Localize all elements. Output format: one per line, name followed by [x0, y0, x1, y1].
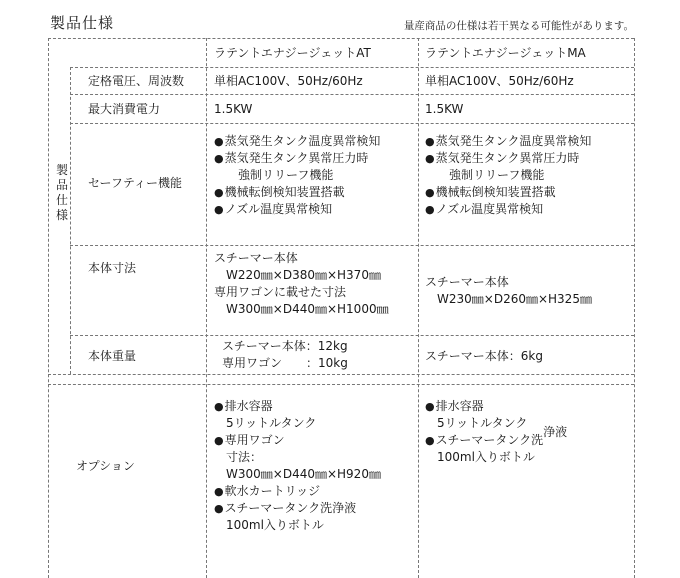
list-item: W300㎜×D440㎜×H1000㎜: [226, 302, 389, 316]
list-item: 専用ワゴン ：10kg: [222, 356, 348, 370]
list-item: ● スチーマータンク洗浄液: [214, 500, 381, 517]
label-weight: 本体重量: [88, 349, 137, 363]
list-item: スチーマー本体: [214, 251, 298, 265]
label-voltage: 定格電圧、周波数: [88, 74, 185, 88]
list-item: ● 排水容器: [214, 398, 381, 415]
group-label-product-spec: 製 品 仕 様: [55, 163, 68, 222]
value-voltage-ma: 単相AC100V、50Hz/60Hz: [425, 74, 574, 88]
disclaimer-note: 量産商品の仕様は若干異なる可能性があります。: [403, 20, 634, 32]
value-size-at: [214, 250, 389, 318]
rule-size: [70, 335, 634, 336]
list-item: ● 専用ワゴン: [214, 432, 381, 449]
rule-power: [70, 123, 634, 124]
list-item: ● 排水容器: [425, 398, 567, 415]
label-power: 最大消費電力: [88, 102, 161, 116]
list-item: 100ml入りボトル: [226, 518, 324, 532]
list-item: W300㎜×D440㎜×H920㎜: [226, 467, 381, 481]
value-power-at: 1.5KW: [214, 102, 253, 116]
list-item-text: スチーマータンク洗: [435, 433, 544, 447]
list-item: W220㎜×D380㎜×H370㎜: [226, 268, 381, 282]
value-power-ma: 1.5KW: [425, 102, 464, 116]
list-item: 5リットルタンク: [437, 416, 528, 430]
list-item: ● 蒸気発生タンク異常圧力時: [425, 150, 591, 167]
list-item: 強制リリーフ機能: [449, 168, 545, 182]
list-item: 100ml入りボトル: [437, 450, 535, 464]
value-options-at: [214, 398, 381, 534]
rule-safety: [70, 245, 634, 246]
list-item: 寸法：: [226, 450, 263, 464]
rule-voltage: [70, 94, 634, 95]
rule-top: [48, 38, 634, 39]
list-item: ● 機械転倒検知装置搭載: [214, 184, 380, 201]
list-item: ● ノズル温度異常検知: [425, 201, 591, 218]
list-item: ● 蒸気発生タンク異常圧力時: [214, 150, 380, 167]
rule-right: [634, 38, 635, 578]
value-options-ma: [425, 398, 567, 466]
rule-col1: [206, 38, 207, 578]
label-safety: セーフティー機能: [88, 176, 182, 190]
list-item: 強制リリーフ機能: [238, 168, 334, 182]
value-safety-ma: [425, 133, 591, 218]
list-item: ● 軟水カートリッジ: [214, 483, 381, 500]
list-item: ● 蒸気発生タンク温度異常検知: [425, 133, 591, 150]
list-item: W230㎜×D260㎜×H325㎜: [437, 292, 592, 306]
rule-weight: [48, 374, 634, 375]
rule-options-top: [48, 384, 634, 385]
list-item: スチーマー本体: [425, 275, 509, 289]
list-item: 5リットルタンク: [226, 416, 317, 430]
list-item-text: 浄液: [543, 425, 568, 439]
rule-group: [70, 67, 71, 374]
rule-header: [70, 67, 634, 68]
value-weight-ma: スチーマー本体：6kg: [425, 349, 543, 363]
list-item: [425, 425, 568, 449]
value-size-ma: [425, 274, 592, 308]
value-safety-at: [214, 133, 380, 218]
list-item: ● ノズル温度異常検知: [214, 201, 380, 218]
value-weight-at: [222, 338, 348, 372]
spec-table: [48, 38, 634, 578]
header-at: ラテントエナジージェットAT: [214, 46, 371, 60]
rule-left: [48, 38, 49, 578]
value-voltage-at: 単相AC100V、50Hz/60Hz: [214, 74, 363, 88]
rule-col2: [418, 38, 419, 578]
list-item: スチーマー本体：12kg: [222, 339, 348, 353]
label-options: オプション: [76, 459, 135, 473]
page-title: 製品仕様: [50, 14, 115, 32]
header-ma: ラテントエナジージェットMA: [425, 46, 586, 60]
list-item: ● 機械転倒検知装置搭載: [425, 184, 591, 201]
list-item: 専用ワゴンに載せた寸法: [214, 285, 347, 299]
list-item: ● 蒸気発生タンク温度異常検知: [214, 133, 380, 150]
label-size: 本体寸法: [88, 261, 137, 275]
